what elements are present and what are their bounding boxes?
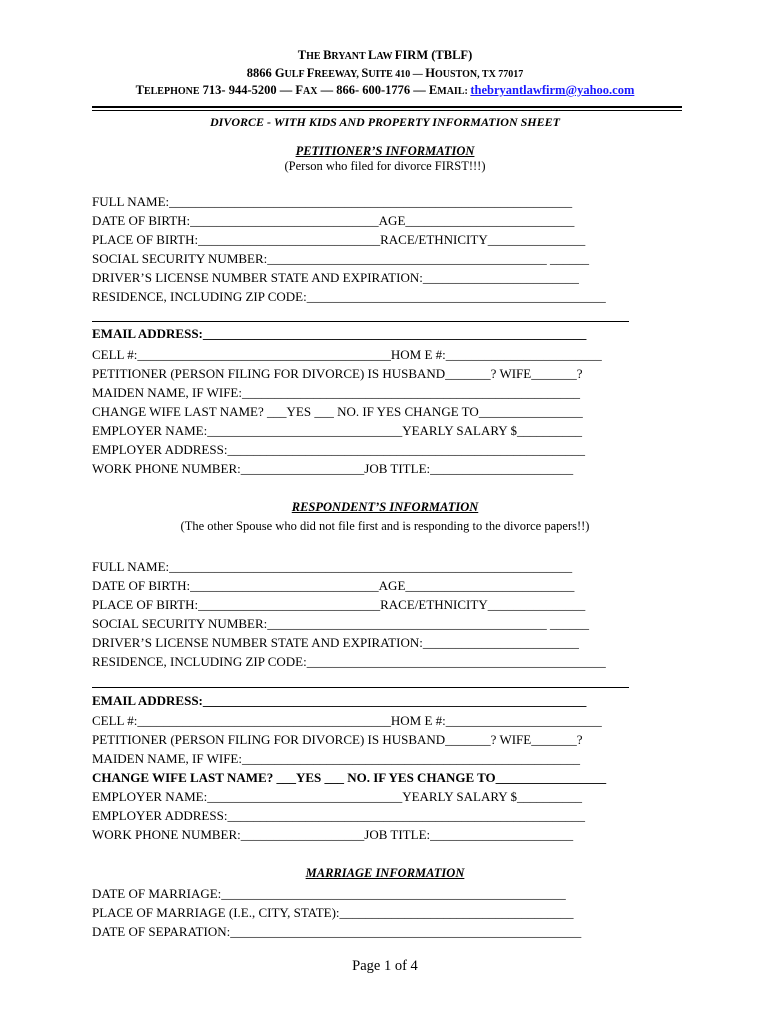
form-line[interactable]: WORK PHONE NUMBER:___________________JOB TITLE:______________________ (92, 461, 574, 476)
form-line[interactable]: CELL #:_______________________________________HOM E #:________________________ (92, 713, 602, 728)
form-line[interactable]: DRIVER’S LICENSE NUMBER STATE AND EXPIRATION:________________________ (92, 270, 579, 285)
form-line[interactable]: EMPLOYER NAME:______________________________YEARLY SALARY $__________ (92, 423, 582, 438)
firm-contact: TELEPHONE 713- 944-5200 — FAX — 866- 600-1776 — EMAIL: thebryantlawfirm@yahoo.com (135, 83, 635, 97)
form-line[interactable]: PETITIONER (PERSON FILING FOR DIVORCE) IS HUSBAND_______? WIFE_______? (92, 732, 583, 747)
respondent-section-title: RESPONDENT’S INFORMATION (291, 500, 479, 514)
form-line[interactable]: DRIVER’S LICENSE NUMBER STATE AND EXPIRATION:________________________ (92, 635, 579, 650)
firm-name: THE BRYANT LAW FIRM (TBLF) (297, 48, 473, 62)
form-line[interactable]: MAIDEN NAME, IF WIFE:____________________________________________________ (92, 385, 580, 400)
form-line[interactable]: EMPLOYER ADDRESS:_______________________________________________________ (92, 808, 585, 823)
blank-line[interactable] (92, 321, 629, 322)
respondent-section-subtitle: (The other Spouse who did not file first and is responding to the divorce papers!!) (180, 519, 590, 533)
form-line[interactable]: MAIDEN NAME, IF WIFE:____________________________________________________ (92, 751, 580, 766)
form-line[interactable]: SOCIAL SECURITY NUMBER:___________________________________________ ______ (92, 616, 590, 631)
change-name-field[interactable]: CHANGE WIFE LAST NAME? ___YES ___ NO. IF YES CHANGE TO_________________ (92, 770, 607, 785)
form-line[interactable]: FULL NAME:______________________________________________________________ (92, 194, 573, 209)
form-line[interactable]: DATE OF SEPARATION:______________________________________________________ (92, 924, 582, 939)
sheet-title: DIVORCE - WITH KIDS AND PROPERTY INFORMATION SHEET (210, 115, 560, 129)
form-line[interactable]: CELL #:_______________________________________HOM E #:________________________ (92, 347, 602, 362)
form-line[interactable]: WORK PHONE NUMBER:___________________JOB TITLE:______________________ (92, 827, 574, 842)
form-line[interactable]: DATE OF BIRTH:_____________________________AGE__________________________ (92, 213, 575, 228)
header-rule-thick (92, 106, 682, 108)
header-rule-thin (92, 110, 682, 111)
email-field[interactable]: EMAIL ADDRESS:___________________________________________________________ (92, 693, 587, 708)
form-line[interactable]: CHANGE WIFE LAST NAME? ___YES ___ NO. IF YES CHANGE TO________________ (92, 404, 583, 419)
form-line[interactable]: PLACE OF BIRTH:____________________________RACE/ETHNICITY_______________ (92, 597, 586, 612)
form-line[interactable]: PLACE OF BIRTH:____________________________RACE/ETHNICITY_______________ (92, 232, 586, 247)
petitioner-section-subtitle: (Person who filed for divorce FIRST!!!) (284, 159, 486, 173)
form-line[interactable]: SOCIAL SECURITY NUMBER:___________________________________________ ______ (92, 251, 590, 266)
page-number: Page 1 of 4 (352, 958, 418, 974)
email-link[interactable]: thebryantlawfirm@yahoo.com (470, 83, 635, 97)
form-line[interactable]: PETITIONER (PERSON FILING FOR DIVORCE) IS HUSBAND_______? WIFE_______? (92, 366, 583, 381)
form-line[interactable]: DATE OF BIRTH:_____________________________AGE__________________________ (92, 578, 575, 593)
form-line[interactable]: EMPLOYER ADDRESS:_______________________________________________________ (92, 442, 585, 457)
email-field[interactable]: EMAIL ADDRESS:___________________________________________________________ (92, 326, 587, 341)
marriage-section-title: MARRIAGE INFORMATION (305, 866, 465, 880)
form-line[interactable]: DATE OF MARRIAGE:_____________________________________________________ (92, 886, 566, 901)
form-line[interactable]: RESIDENCE, INCLUDING ZIP CODE:______________________________________________ (92, 289, 606, 304)
form-line[interactable]: FULL NAME:______________________________________________________________ (92, 559, 573, 574)
form-line[interactable]: RESIDENCE, INCLUDING ZIP CODE:______________________________________________ (92, 654, 606, 669)
form-line[interactable]: EMPLOYER NAME:______________________________YEARLY SALARY $__________ (92, 789, 582, 804)
petitioner-section-title: PETITIONER’S INFORMATION (295, 144, 475, 158)
form-line[interactable]: PLACE OF MARRIAGE (I.E., CITY, STATE):____________________________________ (92, 905, 574, 920)
firm-address: 8866 GULF FREEWAY, SUITE 410 — HOUSTON, TX 77017 (246, 66, 524, 80)
blank-line[interactable] (92, 687, 629, 688)
